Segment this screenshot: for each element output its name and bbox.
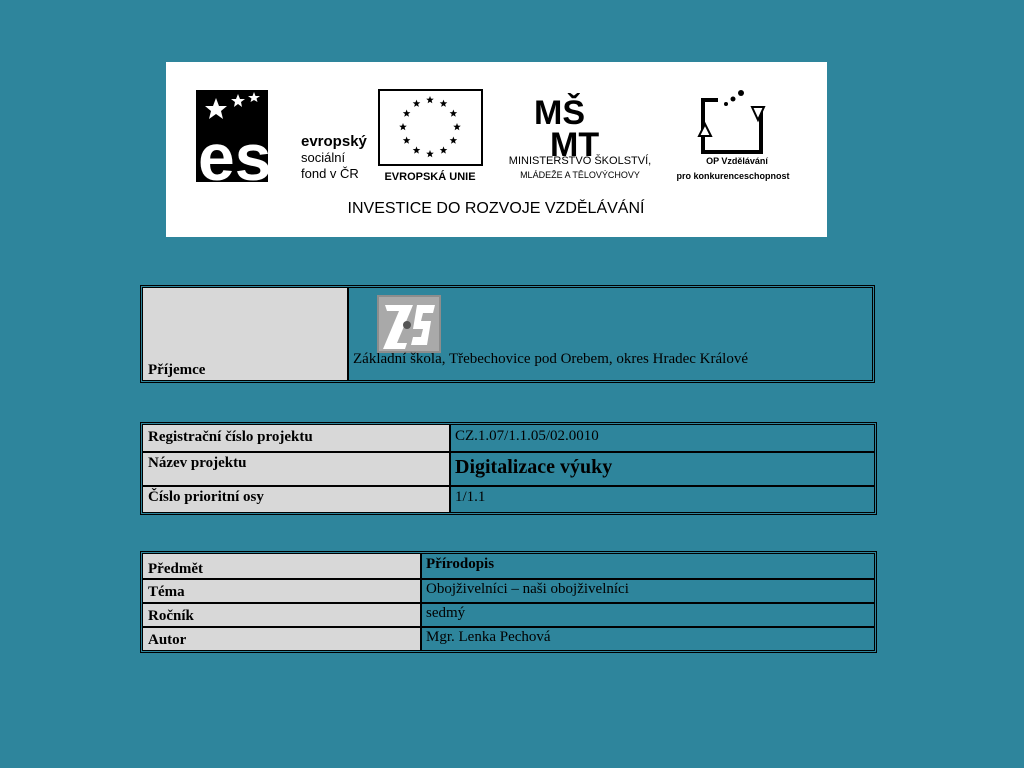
project-row-label: [143, 453, 449, 485]
subject-row-label: [143, 628, 420, 650]
subject-row-value: [422, 554, 874, 578]
project-row-value: [451, 453, 874, 485]
eu-flag-logo: [379, 90, 482, 183]
logo-banner: [166, 62, 827, 237]
op-line2: pro konkurenceschopnost: [676, 171, 790, 181]
project-row-label: [143, 425, 449, 451]
author-label: Autor: [148, 632, 187, 648]
subject-row-value: [422, 604, 874, 626]
project-row-value: [451, 487, 874, 512]
subject-row-label: [143, 580, 420, 602]
esf-line3: fond v ČR: [301, 166, 359, 181]
registration-value: CZ.1.07/1.1.05/02.0010: [455, 428, 599, 444]
esf-line2: sociální: [301, 150, 346, 165]
recipient-value-cell: [349, 288, 872, 380]
eu-label: EVROPSKÁ UNIE: [384, 171, 476, 183]
project-table: [140, 422, 877, 515]
subject-label: Předmět: [148, 561, 203, 577]
msmt-logo: [509, 93, 651, 180]
subject-row-value: [422, 580, 874, 602]
topic-label: Téma: [148, 584, 185, 600]
banner-slogan: INVESTICE DO ROZVOJE VZDĚLÁVÁNÍ: [347, 200, 645, 217]
subject-value: Přírodopis: [426, 556, 495, 572]
msmt-line2: MLÁDEŽE A TĚLOVÝCHOVY: [520, 170, 640, 180]
svg-text:MT: MT: [550, 126, 600, 164]
svg-text:MŠ: MŠ: [534, 94, 585, 132]
subject-row-value: [422, 628, 874, 650]
project-row-label: [143, 487, 449, 512]
op-line1: OP Vzdělávání: [706, 156, 768, 166]
school-logo: [377, 295, 441, 353]
project-row-value: [451, 425, 874, 451]
recipient-label-cell: [143, 288, 347, 380]
recipient-table: [140, 285, 875, 383]
registration-label: Registrační číslo projektu: [148, 429, 313, 445]
project-name-label: Název projektu: [148, 455, 247, 471]
recipient-label: Příjemce: [148, 362, 206, 378]
author-value: Mgr. Lenka Pechová: [426, 629, 551, 645]
recipient-value: Základní škola, Třebechovice pod Orebem, okres Hradec Králové: [353, 351, 748, 367]
subject-row-label: [143, 554, 420, 578]
topic-value: Obojživelníci – naši obojživelníci: [426, 581, 629, 597]
priority-axis-label: Číslo prioritní osy: [148, 489, 264, 505]
esf-logo-mark: esf: [198, 120, 294, 194]
op-vk-logo: [676, 90, 789, 181]
esf-logo: [196, 90, 368, 194]
msmt-line1: MINISTERSTVO ŠKOLSTVÍ,: [508, 155, 652, 167]
grade-value: sedmý: [426, 605, 466, 621]
esf-line1: evropský: [301, 133, 367, 150]
grade-label: Ročník: [148, 608, 194, 624]
project-name-value: Digitalizace výuky: [455, 456, 613, 478]
priority-axis-value: 1/1.1: [455, 489, 486, 505]
subject-row-label: [143, 604, 420, 626]
subject-table: [140, 551, 877, 653]
